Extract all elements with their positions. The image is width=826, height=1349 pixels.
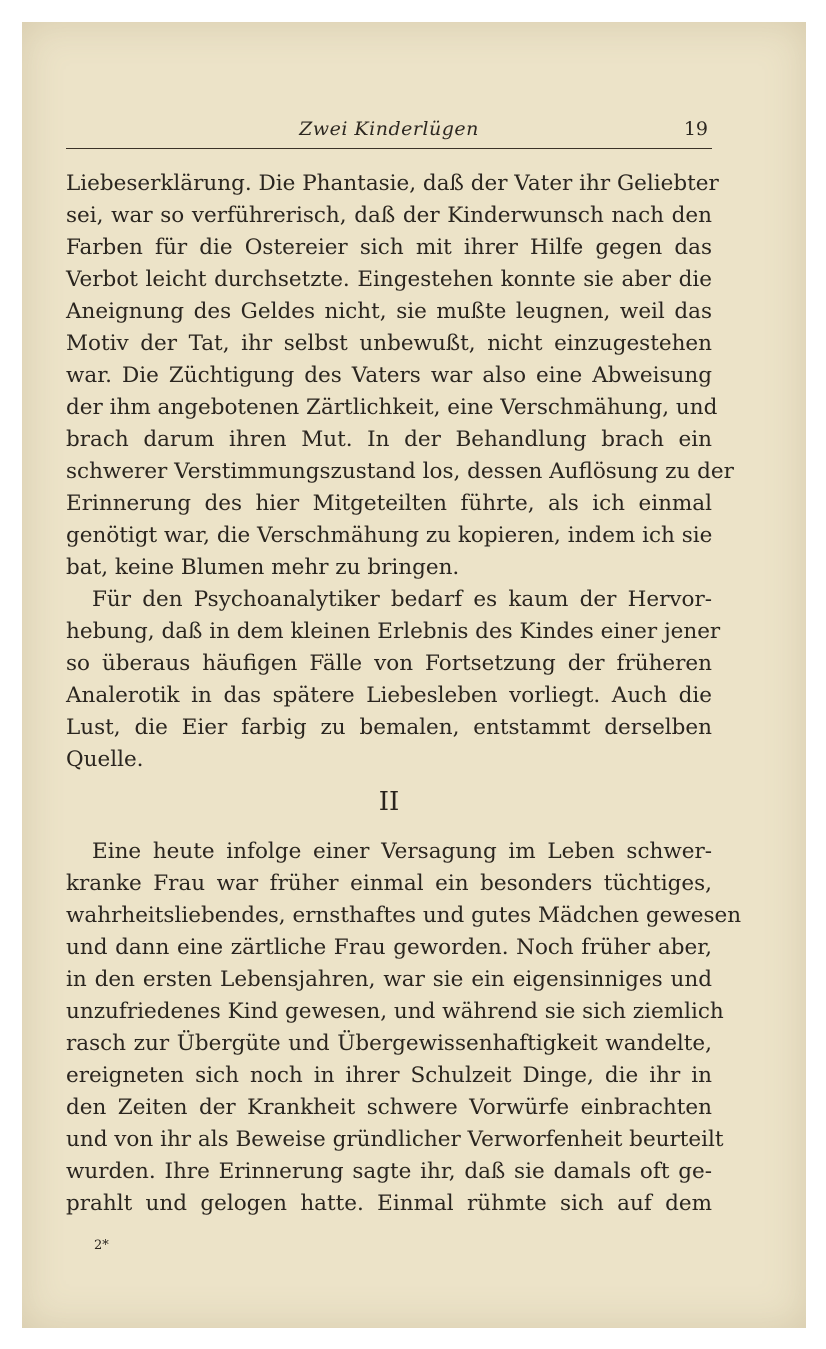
- paragraph-3: [66, 836, 742, 1220]
- text-line: und dann eine zärtliche Frau geworden. Noch früher aber,: [66, 935, 712, 960]
- page-number: 19: [683, 118, 708, 140]
- text-line: Analerotik in das spätere Liebesleben vorliegt. Auch die: [66, 683, 712, 708]
- text-line: wurden. Ihre Erinnerung sagte ihr, daß sie damals oft ge-: [66, 1159, 712, 1184]
- text-line: genötigt war, die Verschmähung zu kopieren, indem ich sie: [66, 523, 713, 548]
- text-line: ereigneten sich noch in ihrer Schulzeit Dinge, die ihr in: [66, 1063, 712, 1088]
- text-line: Lust, die Eier farbig zu bemalen, entstammt derselben: [66, 715, 712, 740]
- text-line: Farben für die Ostereier sich mit ihrer Hilfe gegen das: [66, 235, 712, 260]
- running-title: Zwei Kinderlügen: [299, 118, 479, 140]
- text-line: in den ersten Lebensjahren, war sie ein eigensinniges und: [66, 967, 712, 992]
- text-line: und von ihr als Beweise gründlicher Verworfenheit beurteilt: [66, 1127, 724, 1152]
- text-line: der ihm angebotenen Zärtlichkeit, eine Verschmähung, und: [66, 395, 718, 420]
- text-line: Aneignung des Geldes nicht, sie mußte leugnen, weil das: [66, 299, 712, 324]
- text-line: hebung, daß in dem kleinen Erlebnis des Kindes einer jener: [66, 619, 721, 644]
- text-line: Quelle.: [66, 747, 144, 772]
- text-line: prahlt und gelogen hatte. Einmal rühmte sich auf dem: [66, 1191, 712, 1216]
- text-line: Eine heute infolge einer Versagung im Leben schwer-: [92, 839, 712, 864]
- paragraph-2: [66, 584, 721, 776]
- text-line: kranke Frau war früher einmal ein besonders tüchtiges,: [66, 871, 712, 896]
- text-line: Erinnerung des hier Mitgeteilten führte, als ich einmal: [66, 491, 712, 516]
- text-line: wahrheitsliebendes, ernsthaftes und gutes Mädchen gewesen: [66, 903, 742, 928]
- text-line: Verbot leicht durchsetzte. Eingestehen konnte sie aber die: [66, 267, 712, 292]
- text-line: unzufriedenes Kind gewesen, und während sie sich ziemlich: [66, 999, 724, 1024]
- text-line: den Zeiten der Krankheit schwere Vorwürfe einbrachten: [66, 1095, 712, 1120]
- text-line: schwerer Verstimmungszustand los, dessen Auflösung zu der: [66, 459, 734, 484]
- text-line: sei, war so verführerisch, daß der Kinderwunsch nach den: [66, 203, 712, 228]
- text-line: rasch zur Übergüte und Übergewissenhaftigkeit wandelte,: [66, 1031, 712, 1056]
- section-heading: II: [378, 787, 400, 817]
- text-line: Für den Psychoanalytiker bedarf es kaum der Hervor-: [92, 587, 712, 612]
- text-line: Motiv der Tat, ihr selbst unbewußt, nicht einzugestehen: [66, 331, 712, 356]
- text-line: brach darum ihren Mut. In der Behandlung brach ein: [66, 427, 712, 452]
- text-line: Liebeserklärung. Die Phantasie, daß der Vater ihr Geliebter: [66, 171, 719, 196]
- text-line: bat, keine Blumen mehr zu bringen.: [66, 555, 460, 580]
- text-line: so überaus häufigen Fälle von Fortsetzung der früheren: [66, 651, 712, 676]
- text-line: war. Die Züchtigung des Vaters war also eine Abweisung: [66, 363, 712, 388]
- signature-mark: 2*: [94, 1238, 109, 1253]
- page-header: [66, 118, 712, 149]
- paragraph-1: [66, 168, 734, 584]
